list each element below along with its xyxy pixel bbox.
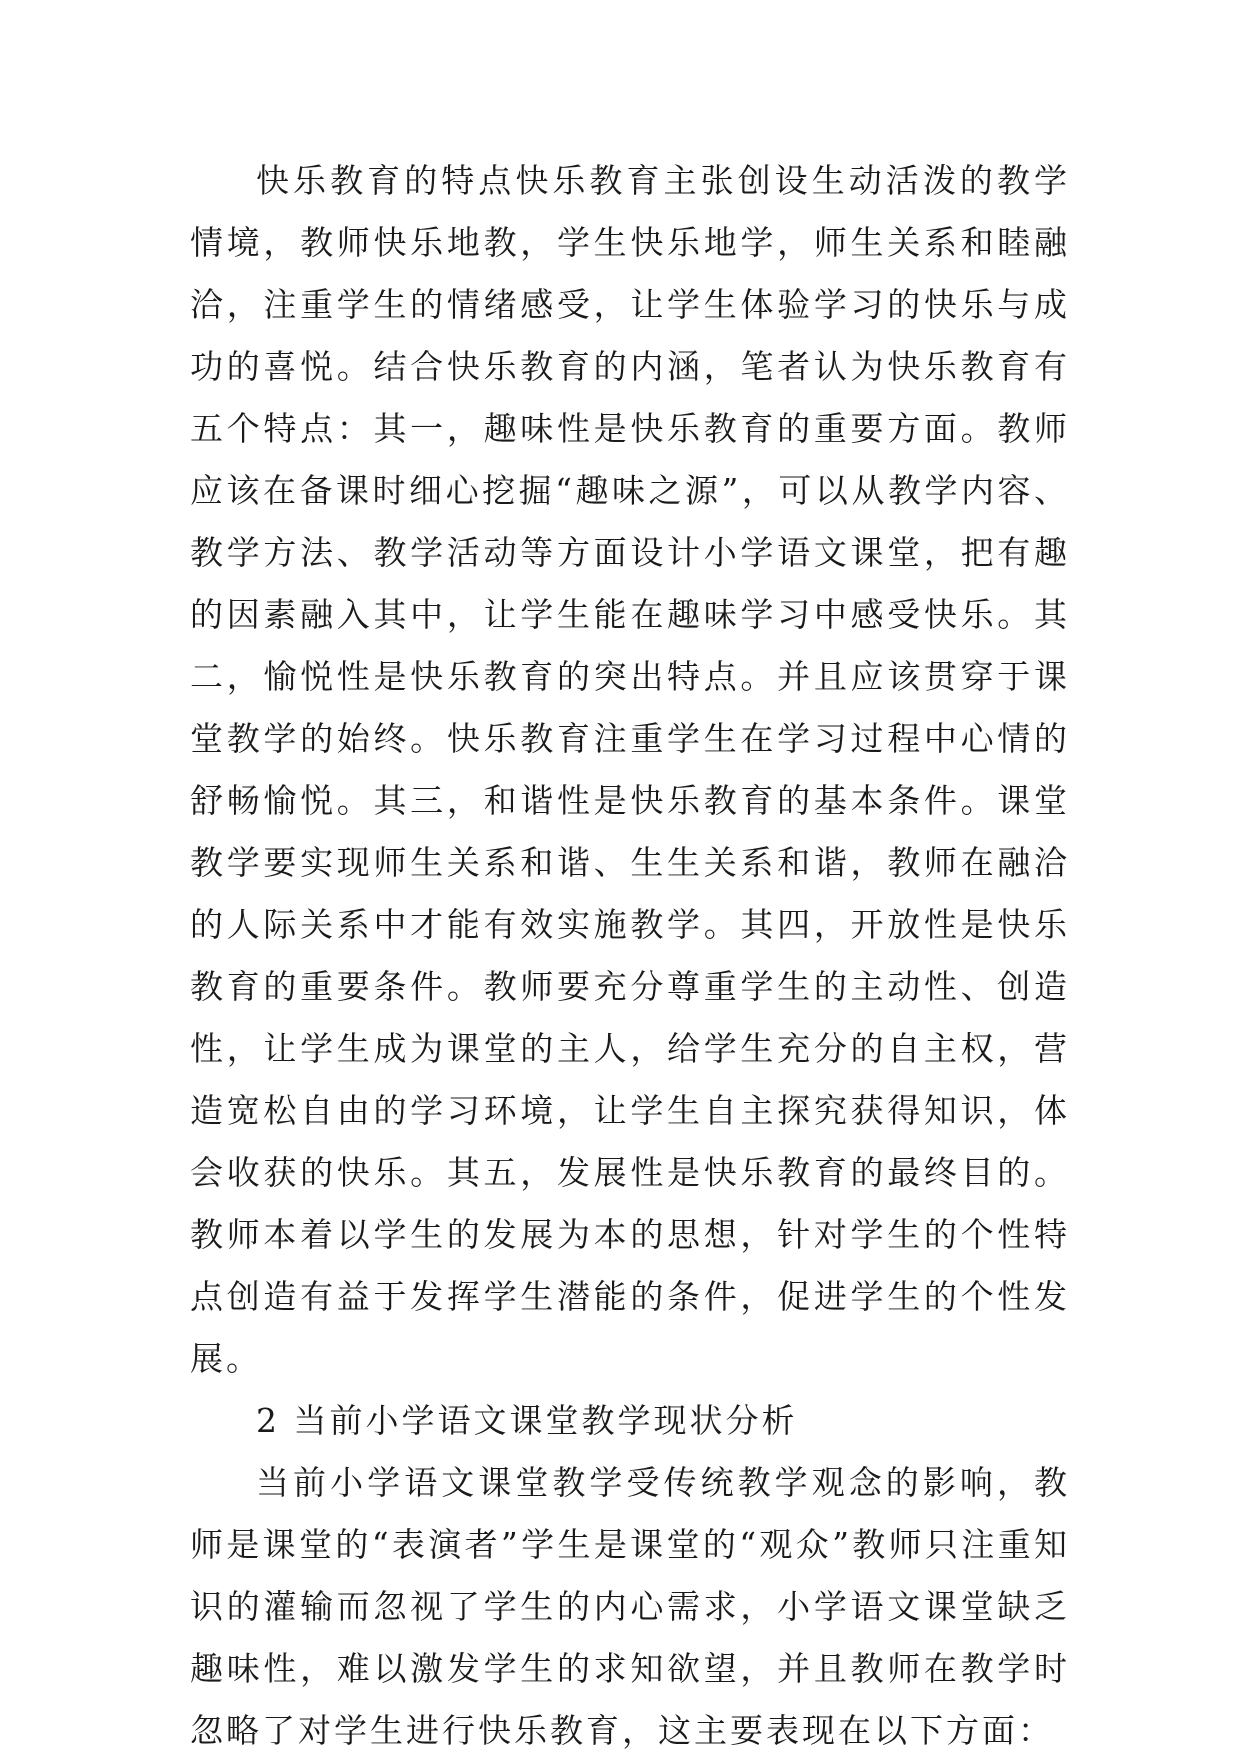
paragraph-happy-education-features: 快乐教育的特点快乐教育主张创设生动活泼的教学情境，教师快乐地教，学生快乐地学，师生关系和睦融洽，注重学生的情绪感受，让学生体验学习的快乐与成功的喜悦。结合快乐教育的内涵，笔者认为快乐教育有五个特点：其一，趣味性是快乐教育的重要方面。教师应该在备课时细心挖掘“趣味之源”，可以从教学内容、教学方法、教学活动等方面设计小学语文课堂，把有趣的因素融入其中，让学生能在趣味学习中感受快乐。其二，愉悦性是快乐教育的突出特点。并且应该贯穿于课堂教学的始终。快乐教育注重学生在学习过程中心情的舒畅愉悦。其三，和谐性是快乐教育的基本条件。课堂教学要实现师生关系和谐、生生关系和谐，教师在融洽的人际关系中才能有效实施教学。其四，开放性是快乐教育的重要条件。教师要充分尊重学生的主动性、创造性，让学生成为课堂的主人，给学生充分的自主权，营造宽松自由的学习环境，让学生自主探究获得知识，体会收获的快乐。其五，发展性是快乐教育的最终目的。教师本着以学生的发展为本的思想，针对学生的个性特点创造有益于发挥学生潜能的条件，促进学生的个性发展。 (190, 161, 1070, 1378)
paragraph-current-status: 当前小学语文课堂教学受传统教学观念的影响，教师是课堂的“表演者”学生是课堂的“观众”教师只注重知识的灌输而忽视了学生的内心需求，小学语文课堂缺乏趣味性，难以激发学生的求知欲望，并且教师在教学时忽略了对学生进行快乐教育，这主要表现在以下方面： (190, 1463, 1070, 1750)
section-heading-current-status: 2 当前小学语文课堂教学现状分析 (256, 1401, 798, 1440)
document-page (190, 150, 1070, 1762)
